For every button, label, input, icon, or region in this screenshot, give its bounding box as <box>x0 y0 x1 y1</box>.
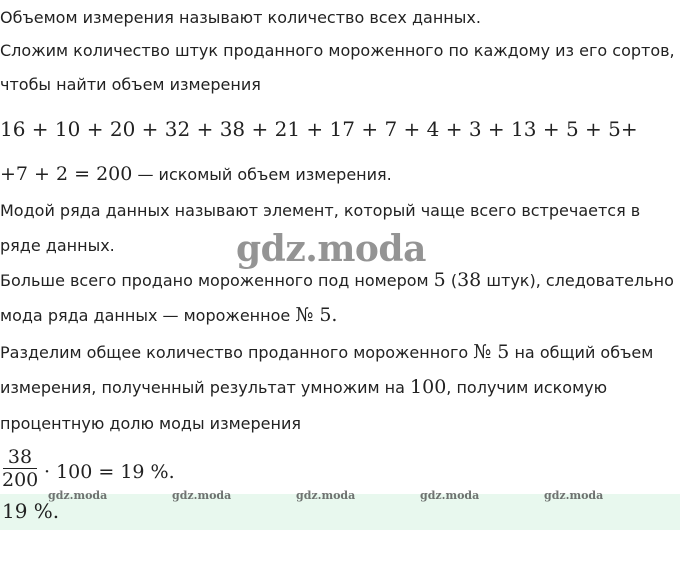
paragraph-mode-result <box>0 305 337 326</box>
paragraph-most-sold <box>0 270 674 291</box>
mode-result-number: № 5. <box>295 304 338 326</box>
watermark-small-2: gdz.moda <box>172 489 232 502</box>
watermark-small-3: gdz.moda <box>296 489 356 502</box>
divide-number: № 5 <box>473 341 510 363</box>
fraction-numerator: 38 <box>7 446 33 468</box>
most-sold-text-a: Больше всего продано мороженного под номером <box>0 271 434 290</box>
multiply-number: 100 <box>410 376 447 398</box>
paragraph-mode-definition: Модой ряда данных называют элемент, который чаще всего встречается в <box>0 201 641 220</box>
paragraph-divide <box>0 342 653 363</box>
paragraph-multiply <box>0 377 607 398</box>
sum-equation-line-2 <box>0 164 392 185</box>
sum-equation-line-1: 16 + 10 + 20 + 32 + 38 + 21 + 17 + 7 + 4 + 3 + 13 + 5 + 5+ <box>0 117 638 141</box>
paragraph-mode-definition-cont: ряде данных. <box>0 236 115 255</box>
mode-result-text: мода ряда данных — мороженное <box>0 306 296 325</box>
watermark-small-1: gdz.moda <box>48 489 108 502</box>
sum-equation-math: +7 + 2 = 200 <box>0 163 133 185</box>
most-sold-text-c: штук), следовательно <box>481 271 674 290</box>
multiply-text-b: , получим искомую <box>446 378 608 397</box>
sum-equation-caption: — искомый объем измерения. <box>132 165 392 184</box>
most-sold-count: 38 <box>457 269 482 291</box>
watermark-logo: gdz.moda <box>236 228 426 270</box>
fraction <box>2 446 38 487</box>
fraction-denominator: 200 <box>2 469 38 487</box>
paragraph-sum-intro: Сложим количество штук проданного мороженного по каждому из его сортов, <box>0 41 675 60</box>
divide-text-a: Разделим общее количество проданного мороженного <box>0 343 474 362</box>
watermark-small-4: gdz.moda <box>420 489 480 502</box>
watermark-small-5: gdz.moda <box>544 489 604 502</box>
answer-text: 19 %. <box>2 499 60 523</box>
most-sold-text-b: ( <box>445 271 458 290</box>
paragraph-sum-intro-cont: чтобы найти объем измерения <box>0 75 261 94</box>
multiply-text-a: измерения, полученный результат умножим на <box>0 378 411 397</box>
paragraph-definition-volume: Объемом измерения называют количество всех данных. <box>0 8 481 27</box>
most-sold-number: 5 <box>433 269 446 291</box>
paragraph-percent-share: процентную долю моды измерения <box>0 414 301 433</box>
divide-text-b: на общий объем <box>509 343 654 362</box>
fraction-result: · 100 = 19 %. <box>44 461 175 483</box>
